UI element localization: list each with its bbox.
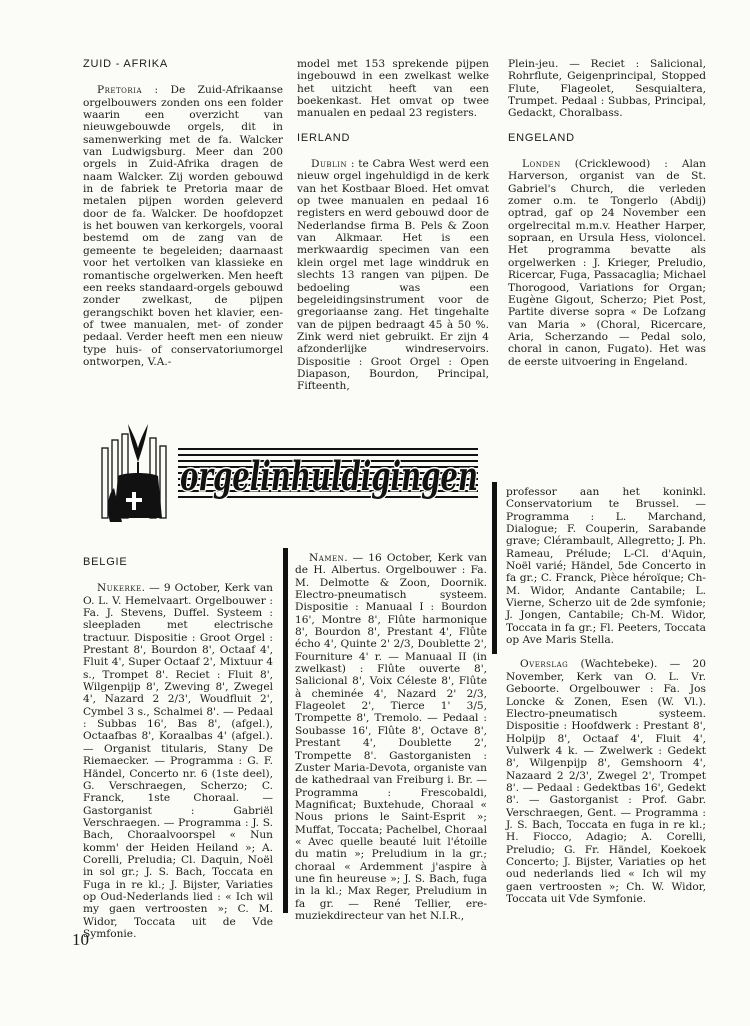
article-text: . — 9 October, Kerk van O. L. V. Hemelvaart. Orgelbouwer : Fa. J. Stevens, Duffel. Systeem : sleepladen met electrische tractuur. Dispositie : Groot Orgel : Prestant 8', Bourdon 8', Octaaf 4', Fluit 4', Super Octaaf 2', Mixtuur 4 s., Trompet 8'. Reciet : Fluit 8', Wilgenpijp 8', Zweving 8', Zwegel 4', Nazard 2 2/3', Woudfluit 2', Cymbel 3 s., Schalmei 8'. — Pedaal : Subbas 16', Bas 8', (afgel.), Octaafbas 8', Koraalbas 4' (afgel.). — Organist titularis, Stany De Riemaecker. — Programma : G. F. Händel, Concerto nr. 6 (1ste deel), G. Verschraegen, Scherzo; C. Franck, 1ste Choraal. — Gastorganist : Gabriël Verschraegen. — Programma : J. S. Bach, Choraalvoorspel « Nun komm' der Heiden Heiland »; A. Corelli, Preludia; Cl. Daquin, Noël in sol gr.; J. S. Bach, Toccata en Fuga in re kl.; J. Bijster, Variaties op Oud-Nederlands lied : « Ich wil my gaen vertroosten »; C. M. Widor, Toccata uit de Vde Symfonie. (83, 582, 273, 940)
article-nukerke (83, 582, 273, 940)
banner-title: orgelinhuldigingen (180, 453, 478, 500)
article-dublin (297, 158, 489, 393)
page-number: 10 (72, 930, 89, 949)
column-rule-right (492, 482, 497, 654)
article-continued-namen: professor aan het koninkl. Conservatorium te Brussel. — Programma : L. Marchand, Dialogue; F. Couperin, Sarabande grave; Clérambault, Allegretto; J. Ph. Rameau, Prélude; L-Cl. d'Aquin, Noël varié; Händel, 5de Concerto in fa gr.; C. Franck, Pièce héroïque; Ch-M. Widor, Andante Cantabile; L. Vierne, Scherzo uit de 2de symfonie; J. Jongen, Cantabile; Ch-M. Widor, Toccata in fa gr.; Fl. Peeters, Toccata op Ave Maris Stella. (506, 486, 706, 647)
article-continued-ierland: Plein-jeu. — Reciet : Salicional, Rohrflute, Geigenprincipal, Stopped Flute, Flageolet, Sesquialtera, Trumpet. Pedaal : Subbas, Principal, Gedackt, Choralbass. (508, 58, 706, 120)
section-heading-belgie: BELGIE (83, 556, 128, 568)
article-pretoria (83, 84, 283, 368)
article-overslag (506, 658, 706, 905)
place-name: Overslag (520, 658, 569, 671)
article-text: (Cricklewood) : Alan Harverson, organist van de St. Gabriel's Church, die verleden zomer o.m. te Tongerlo (Abdij) optrad, gaf op 24 November een orgelrecital m.m.v. Heather Harper, sopraan, en Ursula Hess, violoncel. Het programma bevatte als orgelwerken : J. Krieger, Preludio, Ricercar, Fuga, Passacaglia; Michael Thorogood, Variations for Organ; Eugène Gigout, Scherzo; Piet Post, Partite diverse sopra « De Lofzang van Maria » (Choral, Ricercare, Aria, Scherzando — Pedal solo, choral in canon, Fugato). Het was de eerste uitvoering in Engeland. (508, 158, 706, 368)
article-text: . — 16 October, Kerk van de H. Albertus. Orgelbouwer : Fa. M. Delmotte & Zoon, Doornik. Electro-pneumatisch systeem. Dispositie : Manuaal I : Bourdon 16', Montre 8', Flûte harmonique 8', Bourdon 8', Prestant 4', Flûte écho 4', Quinte 2' 2/3, Doublette 2', Fourniture 4' r. — Manuaal II (in zwelkast) : Flûte ouverte 8', Salicional 8', Voix Céleste 8', Flûte à cheminée 4', Nazard 2' 2/3, Flageolet 2', Tierce 1' 3/5, Trompette 8', Tremolo. — Pedaal : Soubasse 16', Flûte 8', Octave 8', Prestant 4', Doublette 2', Trompette 8'. Gastorganisten : Zuster Maria-Devota, organiste van de kathedraal van Freiburg i. Br. — Programma : Frescobaldi, Magnificat; Buxtehude, Choraal « Nous prions le Saint-Esprit »; Muffat, Toccata; Pachelbel, Choraal « Avec quelle beauté luit l'étoille du matin »; Preludium in la gr.; choraal « Ardemment j'aspire à une fin heureuse »; J. S. Bach, fuga in la kl.; Max Reger, Preludium in fa gr. — René Tellier, ere-muziekdirecteur van het N.I.R., (295, 552, 487, 922)
place-name: Londen (522, 158, 561, 171)
article-namen (295, 552, 487, 922)
column-bottom-middle (295, 552, 487, 922)
banner-orgelinhuldigingen (88, 418, 490, 530)
place-name: Pretoria (97, 84, 143, 97)
section-heading-ierland: IERLAND (297, 131, 351, 144)
section-heading-engeland: ENGELAND (508, 131, 575, 144)
place-name: Nukerke (97, 582, 142, 595)
column-top-left (83, 58, 283, 368)
article-londen (508, 158, 706, 368)
article-continued-za: model met 153 sprekende pijpen ingebouwd in een zwelkast welke het uitzicht heeft van een boekenkast. Het omvat op twee manualen en pedaal 23 registers. (297, 58, 489, 120)
place-name: Dublin (311, 158, 348, 171)
column-bottom-right (506, 486, 706, 905)
column-top-right (508, 58, 706, 368)
column-rule-middle (283, 548, 288, 913)
article-text: (Wachtebeke). — 20 November, Kerk van O. L. Vr. Geboorte. Orgelbouwer : Fa. Jos Loncke & Zonen, Esen (W. Vl.). Electro-pneumatisch systeem. Dispositie : Hoofdwerk : Prestant 8', Holpijp 8', Octaaf 4', Fluit 4', Vulwerk 4 k. — Zwelwerk : Gedekt 8', Wilgenpijp 8', Gemshoorn 4', Nazaard 2 2/3', Zwegel 2', Trompet 8'. — Pedaal : Gedektbas 16', Gedekt 8'. — Gastorganist : Prof. Gabr. Verschraegen, Gent. — Programma : J. S. Bach, Toccata en fuga in re kl.; H. Fiocco, Adagio; A. Corelli, Preludio; G. Fr. Händel, Koekoek Concerto; J. Bijster, Variaties op het oud nederlands lied « Ich wil my gaen vertroosten »; Ch. W. Widor, Toccata uit Vde Symfonie. (506, 658, 706, 905)
section-heading-zuid-afrika: ZUID - AFRIKA (83, 58, 168, 70)
place-name: Namen (309, 552, 345, 564)
column-top-middle (297, 58, 489, 393)
hand-organ-pipes-icon (102, 424, 166, 522)
article-text: : De Zuid-Afrikaanse orgelbouwers zonden ons een folder waarin een overzicht van nieuwgebouwde orgels, dit in samenwerking met de fa. Walcker van Ludwigsburg. Meer dan 200 orgels in Zuid-Afrika dragen de naam Walcker. Zij worden gebouwd in de fabriek te Pretoria maar de metalen pijpen worden geleverd door de fa. Walcker. De hoofdopzet is het bouwen van kerkorgels, vooral bestemd om de zang van de gemeente te begeleiden; daarnaast voor het vertolken van klassieke en romantische orgelwerken. Men heeft een reeks standaard-orgels gebouwd zonder zwelkast, de pijpen gerangschikt boven het klavier, een- of twee manualen, met- of zonder pedaal. Verder heeft men een nieuw type huis- of conservatoriumorgel ontworpen, V.A.- (83, 84, 283, 368)
article-text: : te Cabra West werd een nieuw orgel ingehuldigd in de kerk van het Kostbaar Bloed. Het omvat op twee manualen en pedaal 16 registers en werd gebouwd door de Nederlandse firma B. Pels & Zoon van Alkmaar. Het is een merkwaardig specimen van een klein orgel met lage winddruk en slechts 13 rangen van pijpen. De bedoeling was een begeleidingsinstrument voor de gregoriaanse zang. Het tingehalte van de pijpen bedraagt 45 à 50 %. Zink werd niet gebruikt. Er zijn 4 afzonderlijke windreservoirs. Dispositie : Groot Orgel : Open Diapason, Bourdon, Principal, Fifteenth, (297, 158, 489, 393)
column-bottom-left (83, 556, 273, 940)
